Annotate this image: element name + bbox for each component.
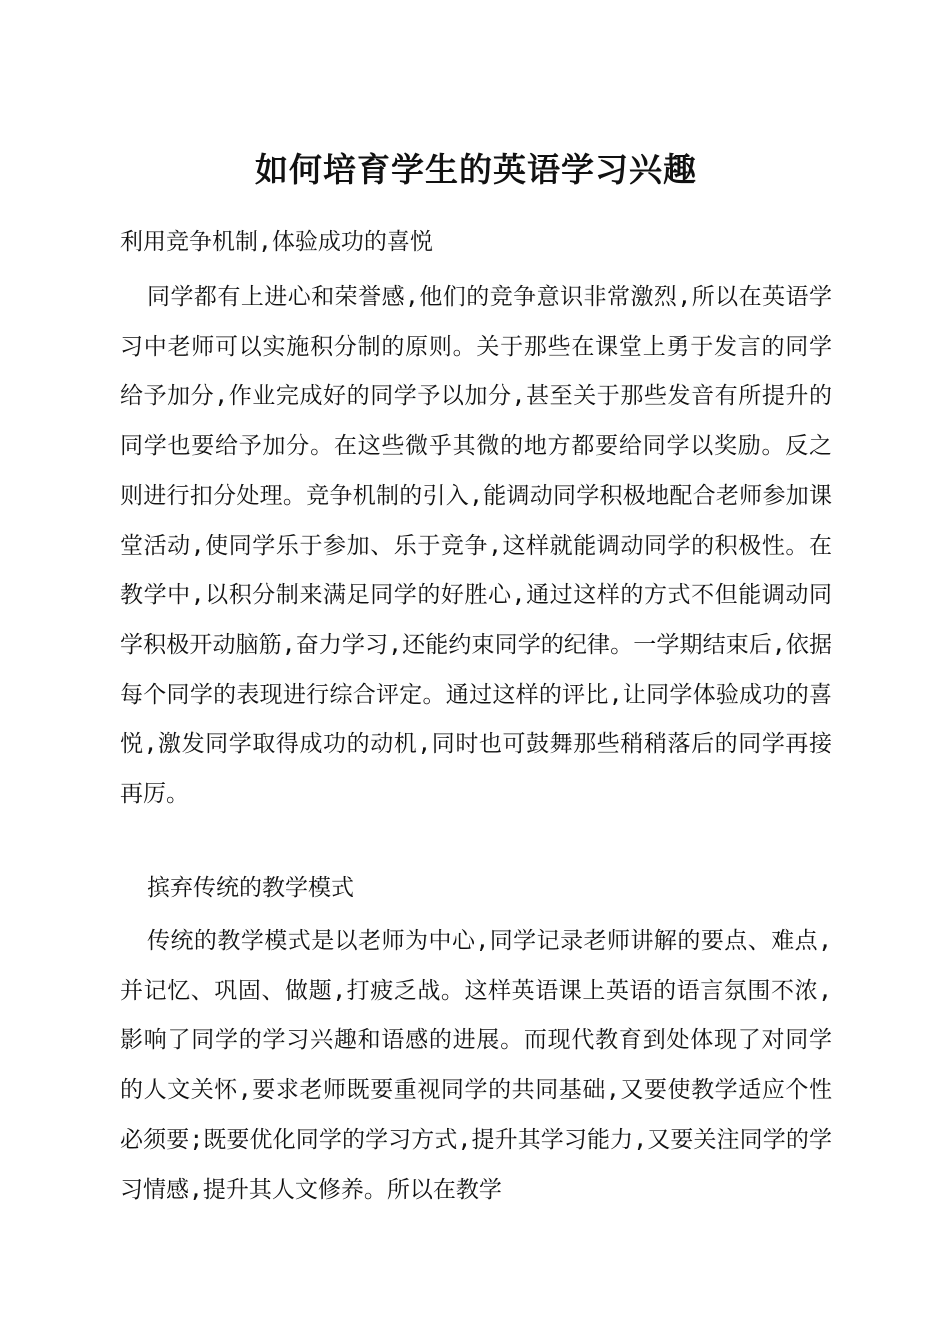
- document-title: 如何培育学生的英语学习兴趣: [255, 150, 697, 189]
- section-heading-competition: 利用竞争机制,体验成功的喜悦: [120, 229, 433, 255]
- section-heading-traditional-mode: 摈弃传统的教学模式: [147, 875, 354, 901]
- section-paragraph-competition: 同学都有上进心和荣誉感,他们的竞争意识非常激烈,所以在英语学习中老师可以实施积分制的原则。关于那些在课堂上勇于发言的同学给予加分,作业完成好的同学予以加分,甚至关于那些发音有所提升的同学也要给予加分。在这些微乎其微的地方都要给同学以奖励。反之则进行扣分处理。竞争机制的引入,能调动同学积极地配合老师参加课堂活动,使同学乐于参加、乐于竞争,这样就能调动同学的积极性。在教学中,以积分制来满足同学的好胜心,通过这样的方式不但能调动同学积极开动脑筋,奋力学习,还能约束同学的纪律。一学期结束后,依据每个同学的表现进行综合评定。通过这样的评比,让同学体验成功的喜悦,激发同学取得成功的动机,同时也可鼓舞那些稍稍落后的同学再接再厉。: [120, 284, 832, 808]
- section-paragraph-traditional-mode: 传统的教学模式是以老师为中心,同学记录老师讲解的要点、难点,并记忆、巩固、做题,打疲乏战。这样英语课上英语的语言氛围不浓,影响了同学的学习兴趣和语感的进展。而现代教育到处体现了对同学的人文关怀,要求老师既要重视同学的共同基础,又要使教学适应个性必须要;既要优化同学的学习方式,提升其学习能力,又要关注同学的学习情感,提升其人文修养。所以在教学: [120, 928, 832, 1203]
